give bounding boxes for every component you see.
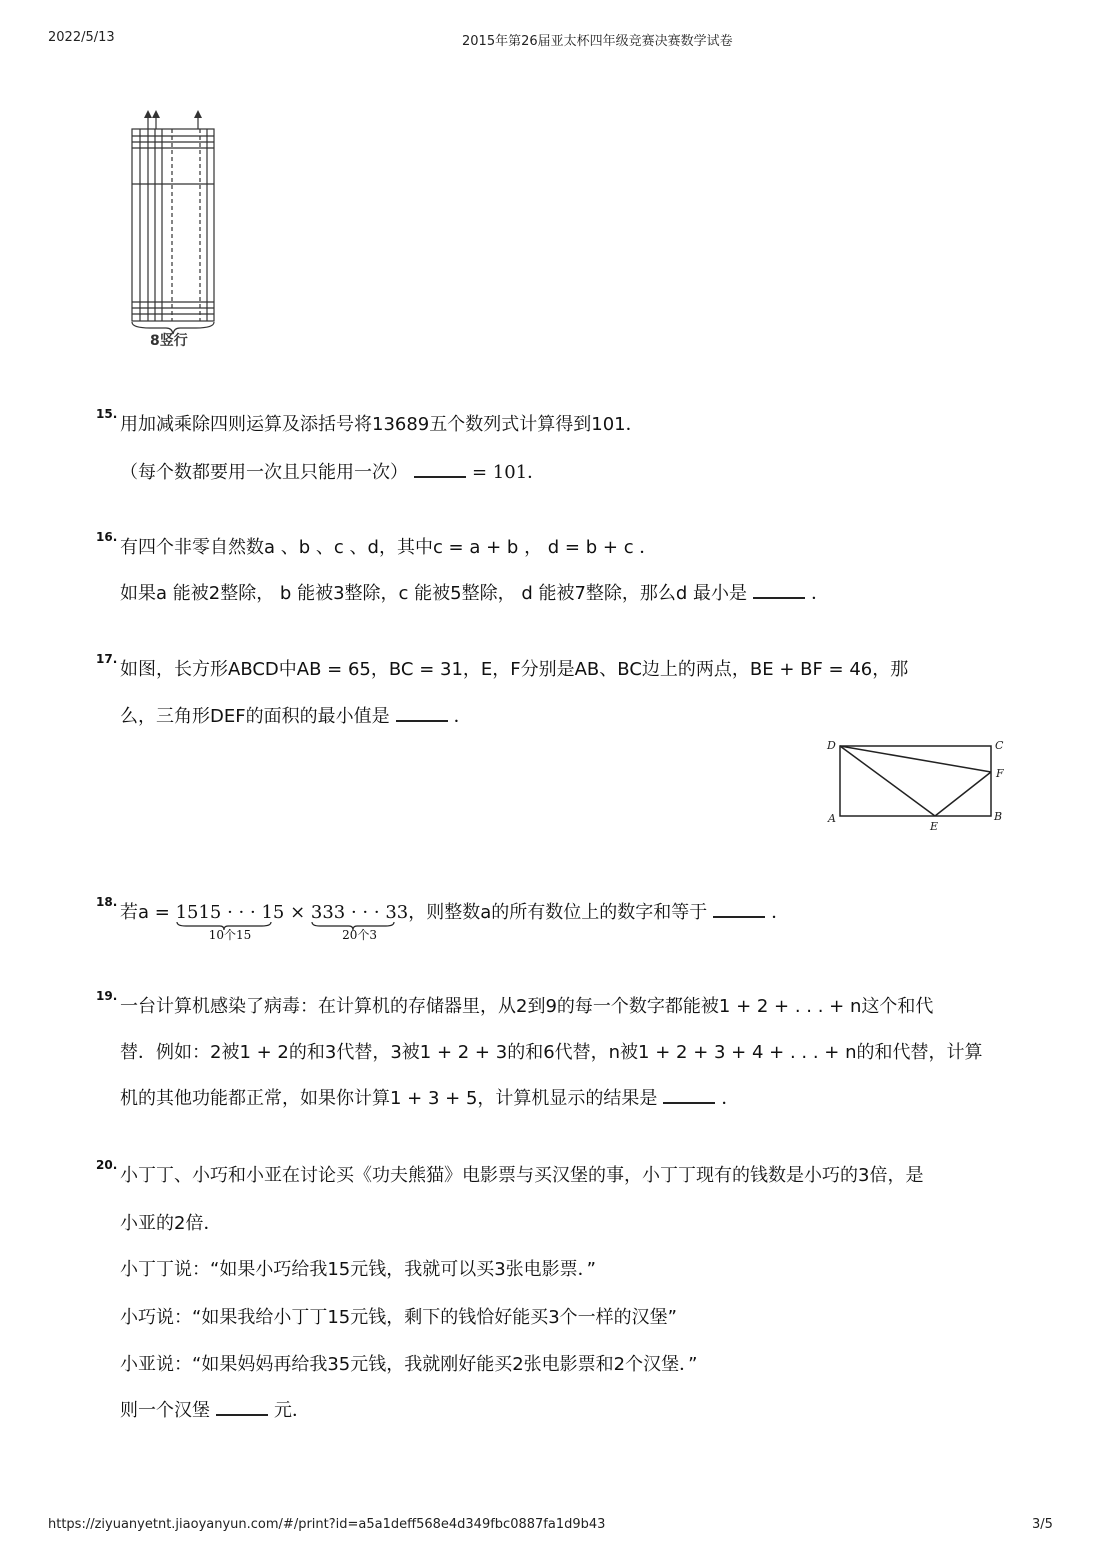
vertex-d-label: D [827,739,836,752]
question-number: 16. [96,530,118,544]
header-title: 2015年第26届亚太杯四年级竞赛决赛数学试卷 [462,34,733,49]
vertex-b-label: B [994,810,1003,823]
question-number: 18. [96,895,118,909]
question-20-line-3: 小丁丁说：“如果小巧给我15元钱，我就可以买3张电影票．” [120,1259,597,1280]
underbrace-2-label: 20个3 [342,928,378,942]
figure-rectangle-abcd [822,736,1012,836]
figure-8-columns [120,108,230,353]
question-16-line-2: 如果a 能被2整除， b 能被3整除，c 能被5整除， d 能被7整除，那么d 最小是 ． [120,583,830,604]
vertex-f-label: F [996,767,1004,780]
question-18-line-1: 若a = 1515 · · · 15 10个15 × 333 · · · 33 20个3 ，则整数a的所有数位上的数字和等于 ． [120,902,790,942]
answer-blank[interactable] [414,462,466,478]
footer-page-number: 3/5 [1032,1517,1053,1532]
question-15-line-2: （每个数都要用一次且只能用一次） = 101． [120,462,546,483]
number-333-repeated: 333 · · · 33 20个3 [310,902,409,942]
question-19-line-2: 替．例如：2被1 + 2的和3代替，3被1 + 2 + 3的和6代替，n被1 + 2 + 3 + 4 + . . . + n的和代替，计算 [120,1042,983,1063]
question-17-line-1: 如图，长方形ABCD中AB = 65，BC = 31，E，F分别是AB、BC边上的两点，BE + BF = 46，那 [120,659,909,680]
question-number: 19. [96,989,118,1003]
question-19-line-1: 一台计算机感染了病毒：在计算机的存储器里，从2到9的每一个数字都能被1 + 2 + . . . + n这个和代 [120,996,934,1017]
answer-blank[interactable] [663,1088,715,1104]
number-1515-repeated: 1515 · · · 15 10个15 [175,902,285,942]
answer-blank[interactable] [713,902,765,918]
vertex-e-label: E [930,820,939,833]
question-20-line-2: 小亚的2倍． [120,1213,222,1234]
underbrace-1-label: 10个15 [208,928,252,942]
question-number: 17. [96,652,118,666]
footer-url: https://ziyuanyetnt.jiaoyanyun.com/#/print?id=a5a1deff568e4d349fbc0887fa1d9b43 [48,1517,606,1532]
question-number: 20. [96,1158,118,1172]
question-20-line-5: 小亚说：“如果妈妈再给我35元钱，我就刚好能买2张电影票和2个汉堡．” [120,1354,698,1375]
question-number: 15. [96,407,118,421]
question-15-line-1: 用加减乘除四则运算及添括号将13689五个数列式计算得到101． [120,414,644,435]
vertex-c-label: C [995,739,1004,752]
vertex-a-label: A [828,812,836,825]
question-17-line-2: 么，三角形DEF的面积的最小值是 ． [120,706,472,727]
answer-blank[interactable] [216,1400,268,1416]
question-20-line-6: 则一个汉堡 元． [120,1400,310,1421]
question-20-line-1: 小丁丁、小巧和小亚在讨论买《功夫熊猫》电影票与买汉堡的事，小丁丁现有的钱数是小巧的3倍，是 [120,1165,924,1186]
question-16-line-1: 有四个非零自然数a 、b 、c 、d，其中c = a + b ， d = b + c ． [120,537,658,558]
figure-8-columns-label: 8竖行 [150,333,188,349]
question-19-line-3: 机的其他功能都正常，如果你计算1 + 3 + 5，计算机显示的结果是 ． [120,1088,740,1109]
header-date: 2022/5/13 [48,30,115,45]
answer-blank[interactable] [753,583,805,599]
question-20-line-4: 小巧说：“如果我给小丁丁15元钱，剩下的钱恰好能买3个一样的汉堡” [120,1307,678,1328]
answer-blank[interactable] [396,706,448,722]
